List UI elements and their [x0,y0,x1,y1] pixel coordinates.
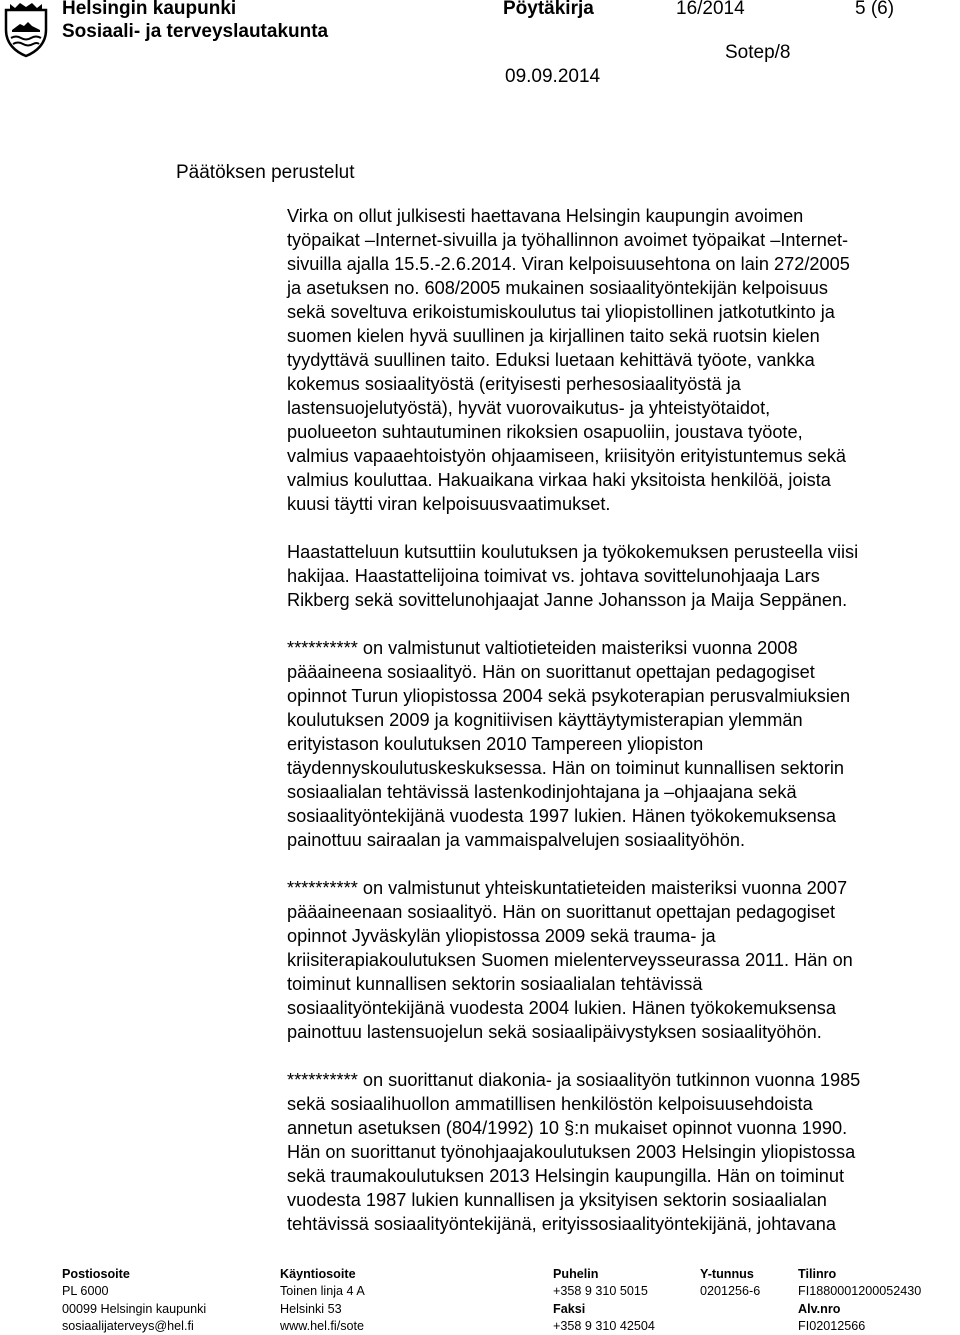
org-name: Helsingin kaupunki [62,0,237,19]
text-line: sekä soveltuva erikoistumiskoulutus tai yliopistollinen jatkotutkinto ja [287,302,835,322]
footer-value: PL 6000 [62,1284,109,1299]
text-line: sosiaalialan tehtävissä lastenkodinjohtajana ja –ohjaajana sekä [287,782,797,802]
paragraph [287,1068,947,1236]
text-line: opinnot Turun yliopistossa 2004 sekä psykoterapian perusvalmiuksien [287,686,851,706]
footer-business-id [700,1266,760,1301]
text-line: pääaineenaan sosiaalityö. Hän on suorittanut opettajan pedagogiset [287,902,836,922]
footer-phone [553,1266,655,1335]
section-heading: Päätöksen perustelut [176,162,355,183]
footer-website-link[interactable]: www.hel.fi/sote [280,1318,364,1333]
text-line: kuusi täytti viran kelpoisuusvaatimukset. [287,494,611,514]
text-line: sivuilla ajalla 15.5.-2.6.2014. Viran kelpoisuusehtona on lain 272/2005 [287,254,850,274]
text-line: tyydyttävä suullinen taito. Eduksi luetaan kehittävä työote, vankka [287,350,815,370]
paragraph [287,204,947,516]
doc-number: 16/2014 [676,0,745,19]
text-line: hakijaa. Haastattelijoina toimivat vs. johtava sovittelunohjaaja Lars [287,566,820,586]
footer-value: FI1880001200052430 [798,1284,922,1299]
footer-label: Puhelin [553,1267,599,1281]
text-line: painottuu sairaalan ja vammaispalvelujen sosiaalityöhön. [287,830,745,850]
doc-type: Pöytäkirja [503,0,594,19]
text-line: erityistason koulutuksen 2010 Tampereen yliopiston [287,734,704,754]
paragraph [287,540,947,612]
text-line: sekä sosiaalihuollon ammatillisen henkilöstön kelpoisuusehdoista [287,1094,813,1114]
footer-label: Tilinro [798,1267,837,1281]
text-line: Hän on suorittanut työnohjaajakoulutuksen 2003 Helsingin yliopistossa [287,1142,856,1162]
text-line: painottuu lastensuojelun sekä sosiaalipäivystyksen sosiaalityöhön. [287,1022,822,1042]
text-line: suomen kielen hyvä suullinen ja kirjallinen taito sekä ruotsin kielen [287,326,820,346]
text-line: tehtävissä sosiaalityöntekijänä, erityissosiaalityöntekijänä, johtavana [287,1214,836,1234]
text-line: sosiaalityöntekijänä vuodesta 2004 lukien. Hänen työkokemuksensa [287,998,836,1018]
page-number: 5 (6) [855,0,895,19]
footer-value: 0201256-6 [700,1284,761,1299]
helsinki-crest-icon [2,0,50,58]
paragraph [287,876,947,1044]
text-line: valmius vapaaehtoistyön ohjaamiseen, kriisityön erityistuntemus sekä [287,446,847,466]
text-line: toiminut kunnallisen sektorin sosiaalialan tehtävissä [287,974,703,994]
footer-value: Helsinki 53 [280,1301,342,1316]
case-reference: Sotep/8 [725,42,791,63]
text-line: Virka on ollut julkisesti haettavana Helsingin kaupungin avoimen [287,206,804,226]
footer-visiting-address [280,1266,365,1335]
footer-email-link[interactable]: sosiaalijaterveys@hel.fi [62,1318,194,1333]
footer-label: Faksi [553,1301,586,1316]
text-line: työpaikat –Internet-sivuilla ja työhallinnon avoimet työpaikat –Internet- [287,230,849,250]
text-line: ********** on valmistunut valtiotieteiden maisteriksi vuonna 2008 [287,638,798,658]
text-line: kokemus sosiaalityöstä (erityisesti perhesosiaalityöstä ja [287,374,741,394]
footer-value: +358 9 310 5015 [553,1284,648,1299]
footer-label: Käyntiosoite [280,1267,356,1281]
footer-account [798,1266,921,1335]
text-line: opinnot Jyväskylän yliopistossa 2009 sekä trauma- ja [287,926,716,946]
footer-value: 00099 Helsingin kaupunki [62,1301,207,1316]
text-line: annetun asetuksen (804/1992) 10 §:n mukaiset opinnot vuonna 1990. [287,1118,848,1138]
text-line: valmius kouluttaa. Hakuaikana virkaa haki yksitoista henkilöä, joista [287,470,831,490]
text-line: ********** on valmistunut yhteiskuntatieteiden maisteriksi vuonna 2007 [287,878,848,898]
footer-label: Alv.nro [798,1301,841,1316]
text-line: ********** on suorittanut diakonia- ja sosiaalityön tutkinnon vuonna 1985 [287,1070,861,1090]
text-line: Haastatteluun kutsuttiin koulutuksen ja työkokemuksen perusteella viisi [287,542,859,562]
paragraph [287,636,947,852]
text-line: kriisiterapiakoulutuksen Suomen mielenterveysseurassa 2011. Hän on [287,950,853,970]
text-line: vuodesta 1987 lukien kunnallisen ja yksityisen sektorin sosiaalialan [287,1190,827,1210]
text-line: Rikberg sekä sovittelunohjaajat Janne Johansson ja Maija Seppänen. [287,590,848,610]
footer-value: Toinen linja 4 A [280,1284,365,1299]
text-line: sosiaalityöntekijänä vuodesta 1997 lukien. Hänen työkokemuksensa [287,806,836,826]
footer-postal-address [62,1266,206,1335]
text-line: lastensuojelutyöstä), hyvät vuorovaikutus- ja yhteistyötaidot, [287,398,771,418]
meeting-date: 09.09.2014 [505,66,601,87]
board-name: Sosiaali- ja terveyslautakunta [62,21,329,42]
text-line: ja asetuksen no. 608/2005 mukainen sosiaalityöntekijän kelpoisuus [287,278,828,298]
text-line: täydennyskoulutuskeskuksessa. Hän on toiminut kunnallisen sektorin [287,758,845,778]
text-line: koulutuksen 2009 ja kognitiivisen käyttäytymisterapian ylemmän [287,710,803,730]
footer-label: Y-tunnus [700,1267,754,1281]
footer-value: FI02012566 [798,1318,866,1333]
footer-label: Postiosoite [62,1267,130,1281]
text-line: pääaineena sosiaalityö. Hän on suorittanut opettajan pedagogiset [287,662,815,682]
text-line: sekä traumakoulutuksen 2013 Helsingin kaupungilla. Hän on toiminut [287,1166,845,1186]
body-text [287,204,947,1260]
footer-value: +358 9 310 42504 [553,1318,655,1333]
text-line: puolueeton suhtautuminen rikoksien osapuoliin, joustava työote, [287,422,803,442]
